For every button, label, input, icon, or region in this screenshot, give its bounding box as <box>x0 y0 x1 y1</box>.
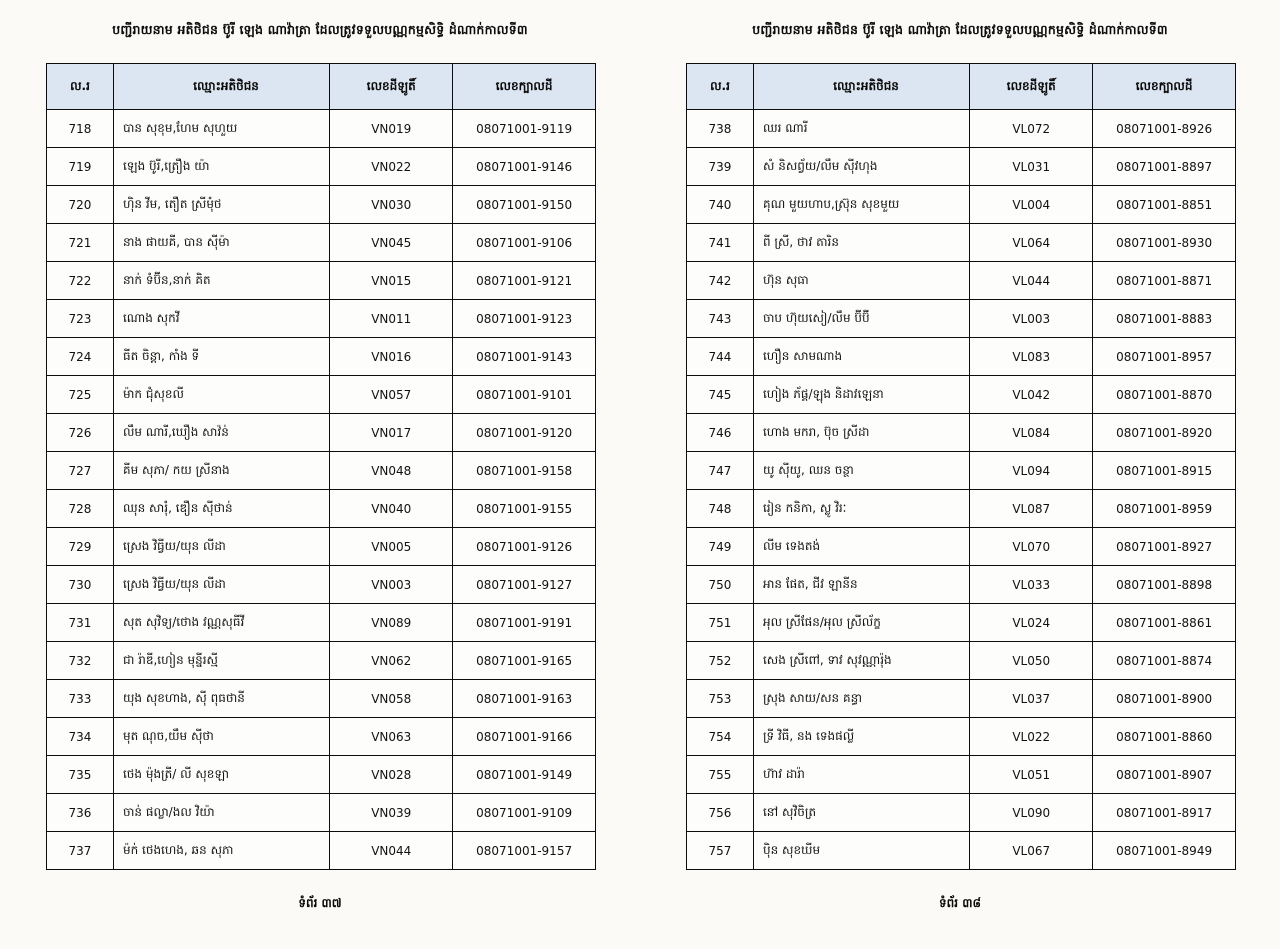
column-header-customer-name: ឈ្មោះអតិថិជន <box>113 64 329 110</box>
table-row <box>687 642 1236 680</box>
table-row <box>687 376 1236 414</box>
table-row <box>687 148 1236 186</box>
table-row <box>687 604 1236 642</box>
serial-cell: 743 <box>687 300 754 338</box>
customer-name-cell: ឈរ ណារី <box>753 110 969 148</box>
serial-cell: 723 <box>47 300 114 338</box>
lot-number-cell: VL044 <box>970 262 1093 300</box>
table-header-row <box>47 64 596 110</box>
serial-cell: 752 <box>687 642 754 680</box>
title-number-cell: 08071001-9106 <box>453 224 596 262</box>
lot-number-cell: VL070 <box>970 528 1093 566</box>
customer-name-cell: សេង ស្រីពៅ, ទាវ សុវណ្ណារ៉ុង <box>753 642 969 680</box>
customer-name-cell: ចាន់ ផល្លា/ងល វិយ៉ា <box>113 794 329 832</box>
table-row <box>687 224 1236 262</box>
title-number-cell: 08071001-9155 <box>453 490 596 528</box>
serial-cell: 756 <box>687 794 754 832</box>
table-row <box>47 452 596 490</box>
serial-cell: 721 <box>47 224 114 262</box>
lot-number-cell: VN040 <box>330 490 453 528</box>
serial-cell: 729 <box>47 528 114 566</box>
title-number-cell: 08071001-8871 <box>1093 262 1236 300</box>
serial-cell: 740 <box>687 186 754 224</box>
title-number-cell: 08071001-9120 <box>453 414 596 452</box>
serial-cell: 749 <box>687 528 754 566</box>
lot-number-cell: VN057 <box>330 376 453 414</box>
table-row <box>47 642 596 680</box>
table-row <box>47 224 596 262</box>
lot-number-cell: VL094 <box>970 452 1093 490</box>
serial-cell: 747 <box>687 452 754 490</box>
title-number-cell: 08071001-8959 <box>1093 490 1236 528</box>
title-number-cell: 08071001-8874 <box>1093 642 1236 680</box>
lot-number-cell: VL064 <box>970 224 1093 262</box>
lot-number-cell: VL067 <box>970 832 1093 870</box>
customer-name-cell: សំ និសព្វ័យ/លឹម ស៊ីវហុង <box>753 148 969 186</box>
page-title: បញ្ជីរាយនាម អតិថិជន ប៊ូរី ឡេង ណាវ៉ាត្រា ដែលត្រូវទទួលបណ្ណកម្មសិទ្ធិ ដំណាក់កាលទី៣ <box>112 22 528 37</box>
title-number-cell: 08071001-8907 <box>1093 756 1236 794</box>
serial-cell: 720 <box>47 186 114 224</box>
title-number-cell: 08071001-8900 <box>1093 680 1236 718</box>
lot-number-cell: VN017 <box>330 414 453 452</box>
serial-cell: 744 <box>687 338 754 376</box>
table-row <box>687 718 1236 756</box>
lot-number-cell: VL084 <box>970 414 1093 452</box>
customer-name-cell: ហ៊ុន សុធា <box>753 262 969 300</box>
serial-cell: 745 <box>687 376 754 414</box>
serial-cell: 718 <box>47 110 114 148</box>
title-number-cell: 08071001-8949 <box>1093 832 1236 870</box>
customer-roster-table <box>686 63 1236 870</box>
serial-cell: 733 <box>47 680 114 718</box>
serial-cell: 730 <box>47 566 114 604</box>
customer-name-cell: ធីត ចិន្តា, កាំង ទី <box>113 338 329 376</box>
customer-name-cell: នាក់ ទំប៊ីន,នាក់ គិត <box>113 262 329 300</box>
serial-cell: 753 <box>687 680 754 718</box>
title-number-cell: 08071001-9127 <box>453 566 596 604</box>
table-row <box>47 186 596 224</box>
lot-number-cell: VN011 <box>330 300 453 338</box>
table-row <box>47 756 596 794</box>
customer-name-cell: ហ៊ាវ ដារ៉ា <box>753 756 969 794</box>
lot-number-cell: VN022 <box>330 148 453 186</box>
title-number-cell: 08071001-8851 <box>1093 186 1236 224</box>
table-header <box>687 64 1236 110</box>
customer-name-cell: អាន ផែត, ជីវ ឡានីន <box>753 566 969 604</box>
lot-number-cell: VN015 <box>330 262 453 300</box>
lot-number-cell: VL083 <box>970 338 1093 376</box>
customer-name-cell: ហឿន សាមណាង <box>753 338 969 376</box>
lot-number-cell: VN019 <box>330 110 453 148</box>
serial-cell: 754 <box>687 718 754 756</box>
customer-roster-table <box>46 63 596 870</box>
table-row <box>47 262 596 300</box>
table-row <box>47 718 596 756</box>
lot-number-cell: VL037 <box>970 680 1093 718</box>
serial-cell: 750 <box>687 566 754 604</box>
table-row <box>47 148 596 186</box>
lot-number-cell: VL042 <box>970 376 1093 414</box>
table-row <box>687 262 1236 300</box>
serial-cell: 738 <box>687 110 754 148</box>
serial-cell: 755 <box>687 756 754 794</box>
table-row <box>47 528 596 566</box>
column-header-title-number: លេខក្បាលដី <box>453 64 596 110</box>
serial-cell: 737 <box>47 832 114 870</box>
table-body <box>47 110 596 870</box>
title-number-cell: 08071001-8861 <box>1093 604 1236 642</box>
lot-number-cell: VN089 <box>330 604 453 642</box>
title-number-cell: 08071001-9166 <box>453 718 596 756</box>
title-number-cell: 08071001-8860 <box>1093 718 1236 756</box>
customer-name-cell: យុង សុខហាង, ស៊ី ពុធថានី <box>113 680 329 718</box>
title-number-cell: 08071001-8920 <box>1093 414 1236 452</box>
title-number-cell: 08071001-8917 <box>1093 794 1236 832</box>
customer-name-cell: ចាប ហ៊ុយសៀ/លឹម ប៊ីប៊ី <box>753 300 969 338</box>
table-row <box>687 300 1236 338</box>
lot-number-cell: VL050 <box>970 642 1093 680</box>
serial-cell: 726 <box>47 414 114 452</box>
lot-number-cell: VN062 <box>330 642 453 680</box>
title-number-cell: 08071001-9158 <box>453 452 596 490</box>
serial-cell: 757 <box>687 832 754 870</box>
table-row <box>47 832 596 870</box>
customer-name-cell: រៀន កនិកា, ស្លូ វិរៈ <box>753 490 969 528</box>
serial-cell: 722 <box>47 262 114 300</box>
title-number-cell: 08071001-9119 <box>453 110 596 148</box>
serial-cell: 746 <box>687 414 754 452</box>
table-row <box>47 414 596 452</box>
serial-cell: 728 <box>47 490 114 528</box>
customer-name-cell: ម៉ាក ជុំសុខលី <box>113 376 329 414</box>
table-row <box>687 452 1236 490</box>
table-row <box>687 528 1236 566</box>
title-number-cell: 08071001-8898 <box>1093 566 1236 604</box>
lot-number-cell: VN030 <box>330 186 453 224</box>
lot-number-cell: VL033 <box>970 566 1093 604</box>
title-number-cell: 08071001-8930 <box>1093 224 1236 262</box>
lot-number-cell: VL031 <box>970 148 1093 186</box>
column-header-lot-number: លេខដីឡូតិ៍ <box>970 64 1093 110</box>
lot-number-cell: VN016 <box>330 338 453 376</box>
table-row <box>47 110 596 148</box>
lot-number-cell: VL024 <box>970 604 1093 642</box>
title-number-cell: 08071001-9123 <box>453 300 596 338</box>
serial-cell: 727 <box>47 452 114 490</box>
table-row <box>47 300 596 338</box>
lot-number-cell: VN048 <box>330 452 453 490</box>
table-body <box>687 110 1236 870</box>
table-row <box>687 680 1236 718</box>
lot-number-cell: VN005 <box>330 528 453 566</box>
title-number-cell: 08071001-9101 <box>453 376 596 414</box>
title-number-cell: 08071001-8915 <box>1093 452 1236 490</box>
lot-number-cell: VL072 <box>970 110 1093 148</box>
customer-name-cell: អុល ស្រីផែន/អុល ស្រីល័ក្ខ <box>753 604 969 642</box>
lot-number-cell: VN039 <box>330 794 453 832</box>
table-header <box>47 64 596 110</box>
table-row <box>687 490 1236 528</box>
table-row <box>47 604 596 642</box>
title-number-cell: 08071001-8927 <box>1093 528 1236 566</box>
title-number-cell: 08071001-8926 <box>1093 110 1236 148</box>
serial-cell: 736 <box>47 794 114 832</box>
table-row <box>687 110 1236 148</box>
customer-name-cell: ណោង សុកវី <box>113 300 329 338</box>
customer-name-cell: ស្រេង វិធ្វីយ/យុន លីដា <box>113 566 329 604</box>
serial-cell: 751 <box>687 604 754 642</box>
serial-cell: 734 <box>47 718 114 756</box>
customer-name-cell: ប៉ិន សុខឃីម <box>753 832 969 870</box>
customer-name-cell: មុត ណុច,យឹម ស៊ីថា <box>113 718 329 756</box>
customer-name-cell: នាង ផាយគី, បាន ស៊ីម៉ា <box>113 224 329 262</box>
customer-name-cell: ហ៊ិន វីម, តឿត ស្រីមុំថ <box>113 186 329 224</box>
serial-cell: 725 <box>47 376 114 414</box>
lot-number-cell: VL051 <box>970 756 1093 794</box>
customer-name-cell: ស្រេង វិធ្វីយ/យុន លីដា <box>113 528 329 566</box>
serial-cell: 739 <box>687 148 754 186</box>
title-number-cell: 08071001-9146 <box>453 148 596 186</box>
customer-name-cell: ហៀង ភ័ផ្គ/ឡុង និដាវឡេនា <box>753 376 969 414</box>
customer-name-cell: ជា រ៉ាឌី,ហៀន មុន្នីរស្មី <box>113 642 329 680</box>
table-row <box>47 376 596 414</box>
lot-number-cell: VL003 <box>970 300 1093 338</box>
table-row <box>47 566 596 604</box>
title-number-cell: 08071001-9163 <box>453 680 596 718</box>
customer-name-cell: លឹម ណារី,ឃឿង សាវ៉ន់ <box>113 414 329 452</box>
serial-cell: 724 <box>47 338 114 376</box>
table-row <box>687 794 1236 832</box>
title-number-cell: 08071001-9143 <box>453 338 596 376</box>
title-number-cell: 08071001-9149 <box>453 756 596 794</box>
customer-name-cell: ស្រុង សាយ/សន គន្ធា <box>753 680 969 718</box>
column-header-serial: ល.រ <box>47 64 114 110</box>
serial-cell: 748 <box>687 490 754 528</box>
page-number: ទំព័រ ៣៧ <box>298 896 342 910</box>
page-right <box>640 0 1280 949</box>
table-row <box>47 794 596 832</box>
table-header-row <box>687 64 1236 110</box>
table-row <box>687 832 1236 870</box>
customer-name-cell: ឈុន សារុំ, ឌឿន ស៊ីថាន់ <box>113 490 329 528</box>
lot-number-cell: VN044 <box>330 832 453 870</box>
lot-number-cell: VN063 <box>330 718 453 756</box>
column-header-title-number: លេខក្បាលដី <box>1093 64 1236 110</box>
title-number-cell: 08071001-9157 <box>453 832 596 870</box>
customer-name-cell: យូ ស៊ីយូ, ឈន ចន្ថា <box>753 452 969 490</box>
table-row <box>687 756 1236 794</box>
table-row <box>47 338 596 376</box>
column-header-customer-name: ឈ្មោះអតិថិជន <box>753 64 969 110</box>
customer-name-cell: ហោង មករា, ប៊ុច ស្រីដា <box>753 414 969 452</box>
customer-name-cell: ម៉ក់ ថេងហេង, ឆន សុភា <box>113 832 329 870</box>
serial-cell: 719 <box>47 148 114 186</box>
page-title: បញ្ជីរាយនាម អតិថិជន ប៊ូរី ឡេង ណាវ៉ាត្រា ដែលត្រូវទទួលបណ្ណកម្មសិទ្ធិ ដំណាក់កាលទី៣ <box>752 22 1168 37</box>
table-row <box>47 490 596 528</box>
title-number-cell: 08071001-9165 <box>453 642 596 680</box>
title-number-cell: 08071001-9109 <box>453 794 596 832</box>
customer-name-cell: ពី ស្រី, ថាវ តារិន <box>753 224 969 262</box>
customer-name-cell: នៅ សុវិចិត្រ <box>753 794 969 832</box>
serial-cell: 731 <box>47 604 114 642</box>
table-row <box>687 566 1236 604</box>
lot-number-cell: VL022 <box>970 718 1093 756</box>
customer-name-cell: សុត សុវិទ្យ/ថោង វណ្ណសុធីវី <box>113 604 329 642</box>
lot-number-cell: VN045 <box>330 224 453 262</box>
customer-name-cell: ថេង ម៉ុងត្រី/ លី សុខឡា <box>113 756 329 794</box>
lot-number-cell: VN003 <box>330 566 453 604</box>
lot-number-cell: VL090 <box>970 794 1093 832</box>
table-row <box>687 186 1236 224</box>
title-number-cell: 08071001-8957 <box>1093 338 1236 376</box>
title-number-cell: 08071001-8883 <box>1093 300 1236 338</box>
customer-name-cell: បាន សុខុម,ហែម សុហួយ <box>113 110 329 148</box>
customer-name-cell: គីម សុភា/ កយ ស្រីនាង <box>113 452 329 490</box>
column-header-serial: ល.រ <box>687 64 754 110</box>
customer-name-cell: ទ្រី វិធី, នង ទេងផល្លី <box>753 718 969 756</box>
customer-name-cell: ឡេង ប៊ូរី,ត្រឿង យ៉ា <box>113 148 329 186</box>
serial-cell: 741 <box>687 224 754 262</box>
table-row <box>687 414 1236 452</box>
page-number: ទំព័រ ៣៨ <box>939 896 981 910</box>
column-header-lot-number: លេខដីឡូតិ៍ <box>330 64 453 110</box>
title-number-cell: 08071001-9150 <box>453 186 596 224</box>
lot-number-cell: VN058 <box>330 680 453 718</box>
serial-cell: 742 <box>687 262 754 300</box>
customer-name-cell: លីម ទេងតង់ <box>753 528 969 566</box>
serial-cell: 735 <box>47 756 114 794</box>
title-number-cell: 08071001-9126 <box>453 528 596 566</box>
title-number-cell: 08071001-8870 <box>1093 376 1236 414</box>
lot-number-cell: VL004 <box>970 186 1093 224</box>
lot-number-cell: VN028 <box>330 756 453 794</box>
customer-name-cell: គុណ មួយហាប,ស្រ៊ុន សុខមួយ <box>753 186 969 224</box>
title-number-cell: 08071001-9121 <box>453 262 596 300</box>
table-row <box>687 338 1236 376</box>
title-number-cell: 08071001-8897 <box>1093 148 1236 186</box>
title-number-cell: 08071001-9191 <box>453 604 596 642</box>
lot-number-cell: VL087 <box>970 490 1093 528</box>
table-row <box>47 680 596 718</box>
serial-cell: 732 <box>47 642 114 680</box>
